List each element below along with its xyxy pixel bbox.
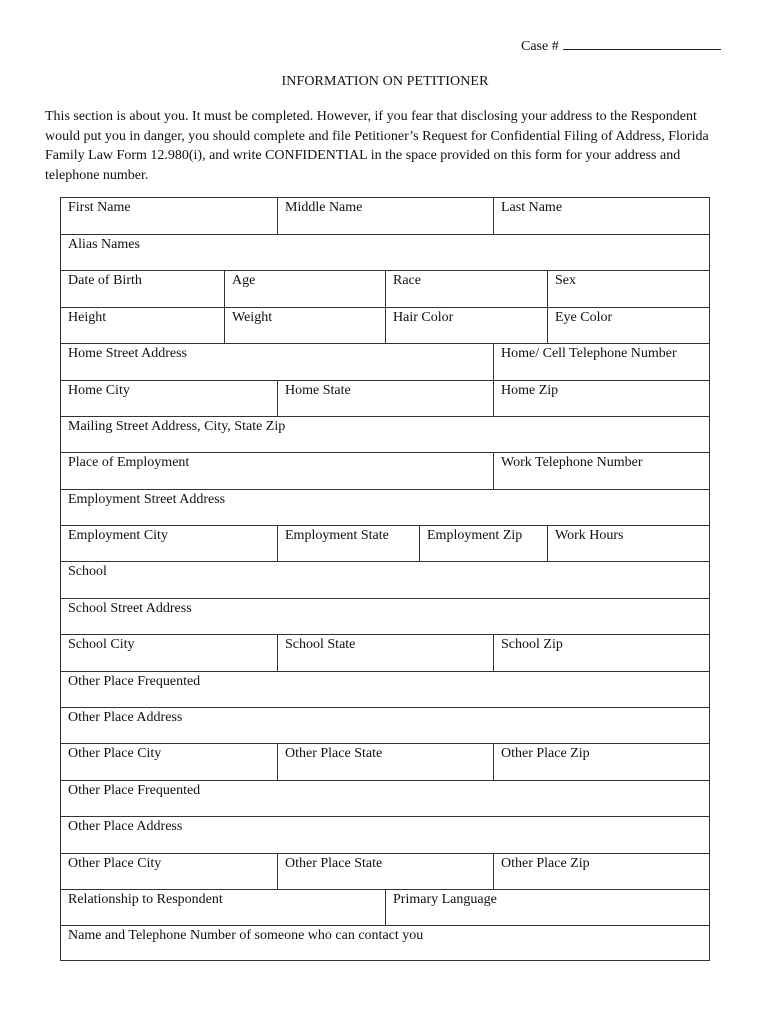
row-alias [61,235,709,271]
school-label: School [68,564,107,579]
employment-state-field[interactable] [277,526,419,561]
row-home-address [61,344,709,381]
home-street-address-label: Home Street Address [68,346,187,361]
relationship-to-respondent-label: Relationship to Respondent [68,892,223,907]
row-employment [61,453,709,490]
row-employment-address [61,490,709,526]
employment-city-field[interactable] [61,526,277,561]
employment-zip-label: Employment Zip [427,528,523,543]
row-mailing [61,417,709,453]
sex-field[interactable] [547,271,711,307]
other-place-zip-field[interactable] [493,854,711,889]
school-zip-label: School Zip [501,637,563,652]
row-contact [61,926,709,960]
home-city-field[interactable] [61,381,277,416]
employment-zip-field[interactable] [419,526,547,561]
middle-name-field[interactable] [277,198,493,234]
work-phone-field[interactable] [493,453,711,489]
contact-person-label: Name and Telephone Number of someone who can contact you [68,928,424,943]
row-other-city-1 [61,744,709,781]
age-field[interactable] [224,271,385,307]
first-name-field[interactable] [61,198,277,234]
school-zip-field[interactable] [493,635,711,671]
other-place-state-field[interactable] [277,854,493,889]
other-place-frequented-field[interactable] [61,781,711,816]
weight-label: Weight [232,310,273,325]
place-of-employment-label: Place of Employment [68,455,190,470]
mailing-address-field[interactable] [61,417,711,452]
weight-field[interactable] [224,308,385,343]
eye-color-field[interactable] [547,308,711,343]
row-school-city [61,635,709,672]
other-place-address-field[interactable] [61,708,711,743]
primary-language-field[interactable] [385,890,711,925]
other-place-frequented-label: Other Place Frequented [68,783,201,798]
row-name [61,198,709,235]
other-place-city-field[interactable] [61,744,277,780]
home-street-address-field[interactable] [61,344,493,380]
home-cell-phone-label: Home/ Cell Telephone Number [501,346,677,361]
race-field[interactable] [385,271,547,307]
other-place-state-label: Other Place State [285,856,383,871]
school-city-field[interactable] [61,635,277,671]
row-home-city [61,381,709,417]
place-of-employment-field[interactable] [61,453,493,489]
school-field[interactable] [61,562,711,598]
row-other-place-1 [61,672,709,708]
row-other-address-1 [61,708,709,744]
first-name-label: First Name [68,200,131,215]
last-name-label: Last Name [501,200,563,215]
row-school-address [61,599,709,635]
school-street-address-label: School Street Address [68,601,192,616]
other-place-frequented-label: Other Place Frequented [68,674,201,689]
age-label: Age [232,273,256,288]
employment-state-label: Employment State [285,528,389,543]
work-phone-label: Work Telephone Number [501,455,643,470]
school-state-label: School State [285,637,356,652]
other-place-city-field[interactable] [61,854,277,889]
school-city-label: School City [68,637,135,652]
case-number-label: Case # [521,39,559,54]
other-place-city-label: Other Place City [68,856,162,871]
contact-person-field[interactable] [61,926,711,960]
alias-names-label: Alias Names [68,237,140,252]
page-title: INFORMATION ON PETITIONER [281,74,489,89]
race-label: Race [393,273,421,288]
row-dob [61,271,709,308]
other-place-zip-label: Other Place Zip [501,746,590,761]
hair-color-label: Hair Color [393,310,454,325]
other-place-zip-field[interactable] [493,744,711,780]
middle-name-label: Middle Name [285,200,363,215]
height-field[interactable] [61,308,224,343]
petitioner-info-table [60,197,710,961]
school-street-address-field[interactable] [61,599,711,634]
relationship-to-respondent-field[interactable] [61,890,385,925]
mailing-address-label: Mailing Street Address, City, State Zip [68,419,286,434]
row-other-address-2 [61,817,709,854]
other-place-address-label: Other Place Address [68,819,183,834]
case-number [521,37,721,55]
home-zip-label: Home Zip [501,383,559,398]
other-place-frequented-field[interactable] [61,672,711,707]
home-state-label: Home State [285,383,351,398]
other-place-state-field[interactable] [277,744,493,780]
home-city-label: Home City [68,383,130,398]
date-of-birth-label: Date of Birth [68,273,142,288]
row-relationship [61,890,709,926]
school-state-field[interactable] [277,635,493,671]
other-place-zip-label: Other Place Zip [501,856,590,871]
row-physical [61,308,709,344]
hair-color-field[interactable] [385,308,547,343]
height-label: Height [68,310,107,325]
other-place-address-label: Other Place Address [68,710,183,725]
employment-street-address-field[interactable] [61,490,711,525]
other-place-address-field[interactable] [61,817,711,853]
row-school [61,562,709,599]
row-other-city-2 [61,854,709,890]
home-cell-phone-field[interactable] [493,344,711,380]
other-place-city-label: Other Place City [68,746,162,761]
employment-city-label: Employment City [68,528,168,543]
date-of-birth-field[interactable] [61,271,224,307]
intro-paragraph: This section is about you. It must be completed. However, if you fear that disclosing your address to the Respondent would put you in danger, you should complete and file Petitioner’s Request for Confidential Filing of Address, Florida Family Law Form 12.980(i), and write CONFIDENTIAL in the space provided on this form for your address and telephone number. [45,109,709,183]
work-hours-label: Work Hours [555,528,624,543]
primary-language-label: Primary Language [393,892,497,907]
case-number-field[interactable] [563,37,721,50]
row-employment-city [61,526,709,562]
sex-label: Sex [555,273,576,288]
eye-color-label: Eye Color [555,310,613,325]
employment-street-address-label: Employment Street Address [68,492,226,507]
other-place-state-label: Other Place State [285,746,383,761]
row-other-place-2 [61,781,709,817]
last-name-field[interactable] [493,198,711,234]
alias-names-field[interactable] [61,235,711,270]
home-zip-field[interactable] [493,381,711,416]
home-state-field[interactable] [277,381,493,416]
work-hours-field[interactable] [547,526,711,561]
